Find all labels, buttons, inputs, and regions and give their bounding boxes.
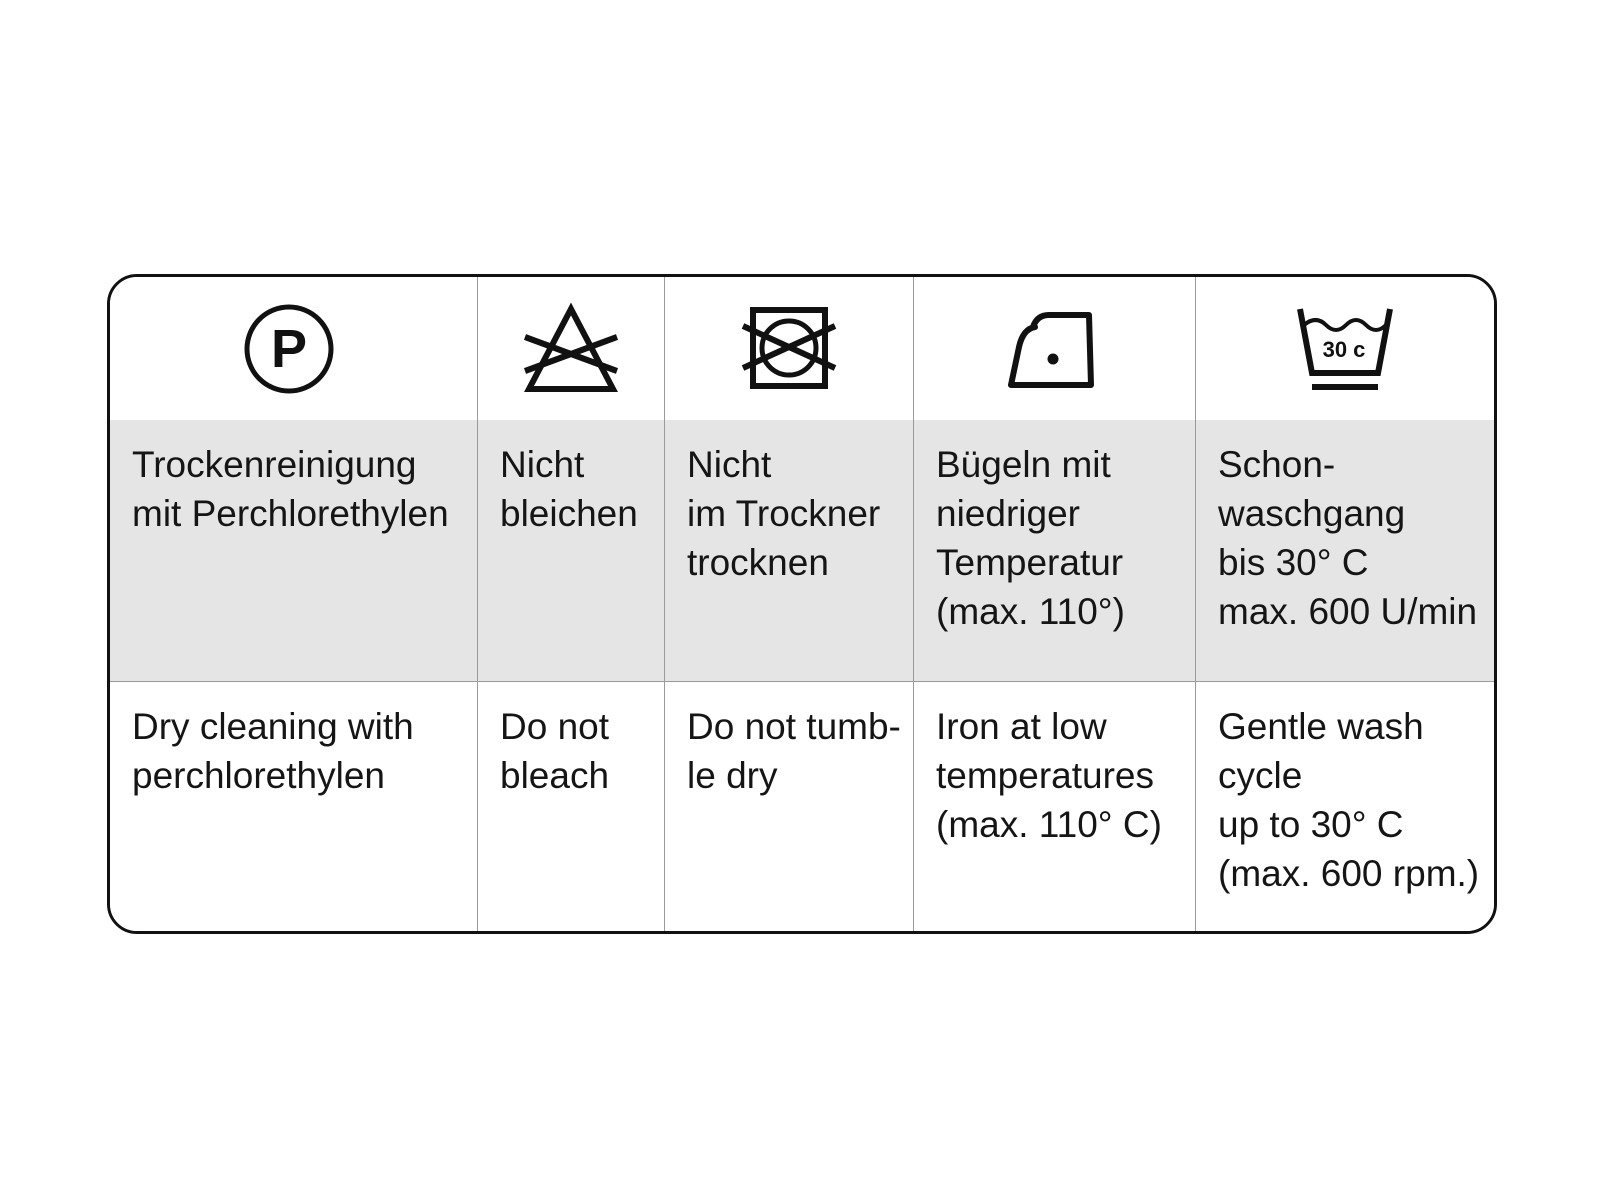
icon-cell-gentle-wash	[1195, 277, 1494, 420]
english-text-gentle-wash: Gentle wash cycle up to 30° C (max. 600 rpm.)	[1218, 706, 1480, 894]
dry-clean-letter: P	[270, 318, 307, 379]
english-cell-do-not-bleach	[477, 682, 664, 931]
german-cell-do-not-bleach	[477, 420, 664, 682]
dry-clean-p-icon	[241, 301, 337, 397]
german-text-do-not-bleach: Nicht bleichen	[500, 444, 638, 534]
german-cell-dry-clean	[110, 420, 477, 682]
care-label-table	[107, 274, 1497, 934]
icon-cell-dry-clean	[110, 277, 477, 420]
iron-low-temperature-icon	[1005, 307, 1105, 391]
care-label-grid	[110, 277, 1494, 931]
german-text-gentle-wash: Schon- waschgang bis 30° C max. 600 U/min	[1218, 444, 1478, 632]
english-cell-gentle-wash	[1195, 682, 1494, 931]
english-cell-dry-clean	[110, 682, 477, 931]
icon-cell-iron	[913, 277, 1195, 420]
german-cell-gentle-wash	[1195, 420, 1494, 682]
german-cell-do-not-tumble-dry	[664, 420, 913, 682]
english-text-do-not-tumble-dry: Do not tumb- le dry	[687, 706, 901, 796]
english-text-do-not-bleach: Do not bleach	[500, 706, 610, 796]
english-cell-do-not-tumble-dry	[664, 682, 913, 931]
gentle-wash-30-icon	[1290, 301, 1400, 397]
english-cell-iron	[913, 682, 1195, 931]
english-text-dry-clean: Dry cleaning with perchlorethylen	[132, 706, 414, 796]
icon-cell-do-not-tumble-dry	[664, 277, 913, 420]
wash-temperature-label: 30 c	[1322, 336, 1366, 362]
do-not-tumble-dry-icon	[739, 304, 839, 394]
german-cell-iron	[913, 420, 1195, 682]
german-text-dry-clean: Trockenreinigung mit Perchlorethylen	[132, 444, 449, 534]
german-text-iron: Bügeln mit niedriger Temperatur (max. 110°)	[936, 444, 1125, 632]
german-text-do-not-tumble-dry: Nicht im Trockner trocknen	[687, 444, 881, 583]
do-not-bleach-icon	[521, 301, 621, 397]
english-text-iron: Iron at low temperatures (max. 110° C)	[936, 706, 1162, 845]
icon-cell-do-not-bleach	[477, 277, 664, 420]
